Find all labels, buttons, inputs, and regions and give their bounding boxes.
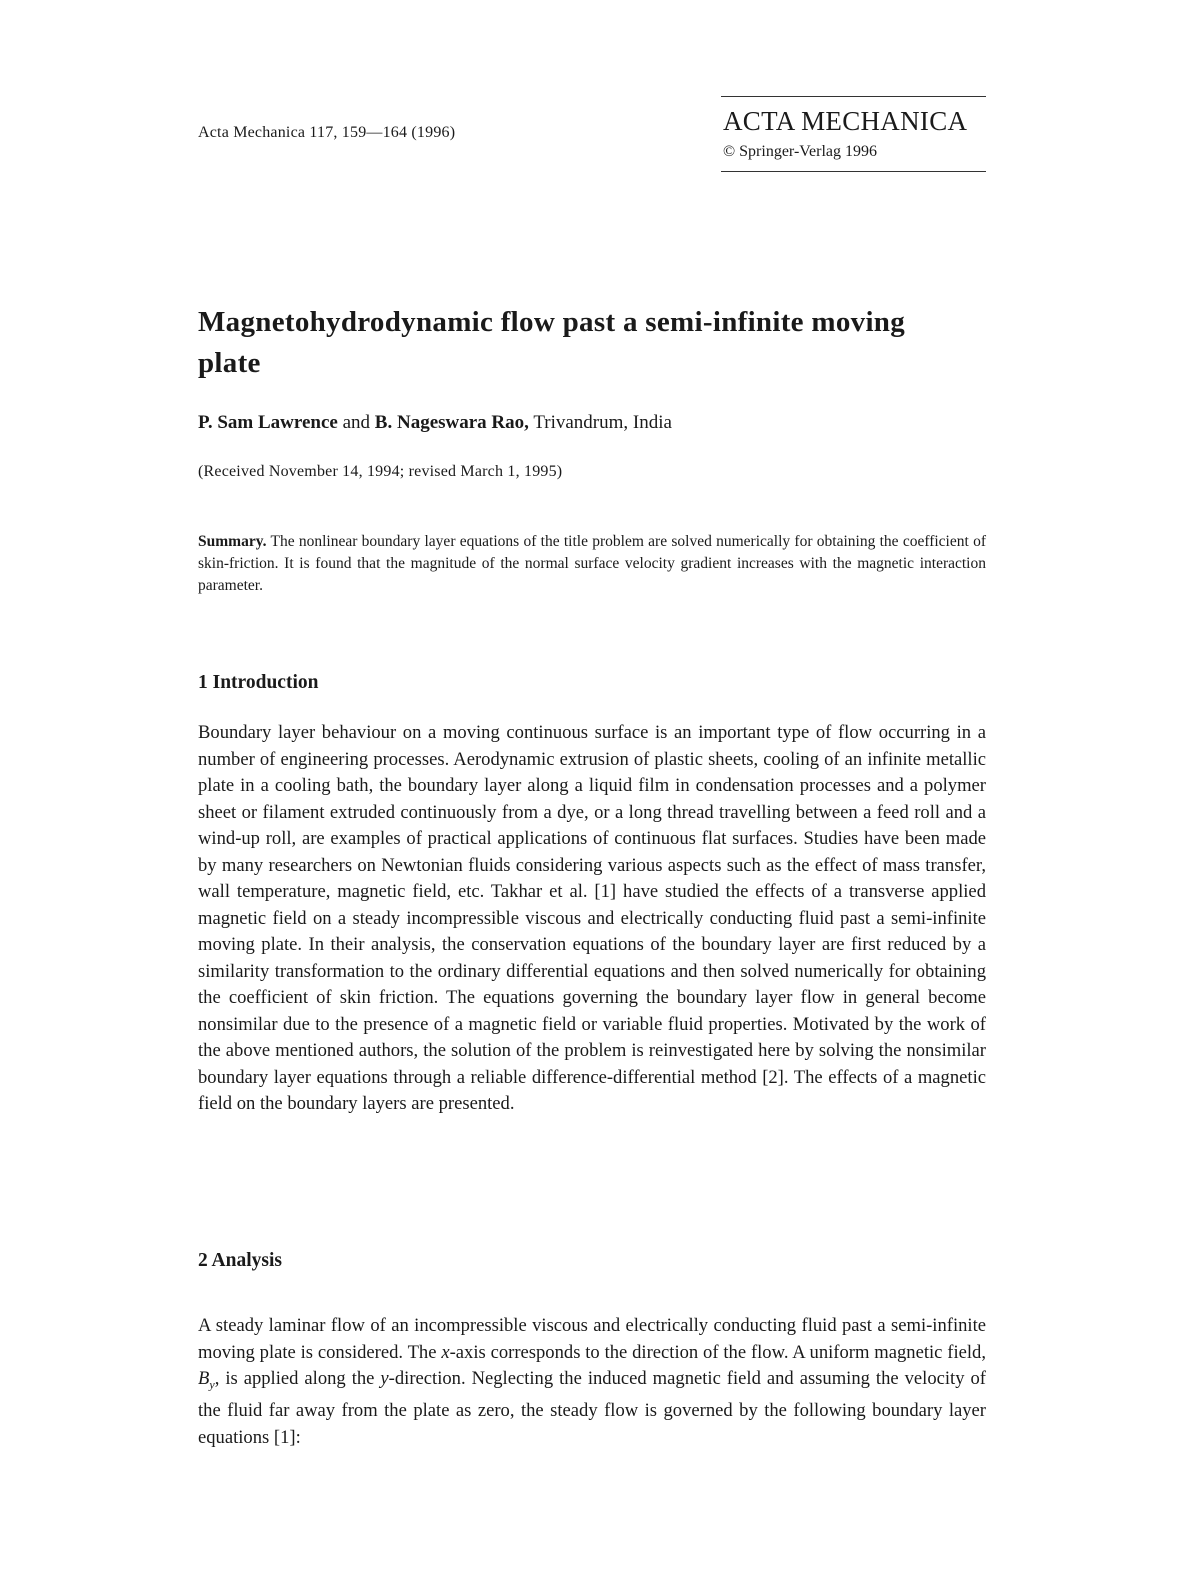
analysis-text-part-2: -axis corresponds to the direction of the flow. A uniform magnetic field, bbox=[449, 1341, 986, 1363]
received-dates: (Received November 14, 1994; revised March 1, 1995) bbox=[198, 463, 563, 480]
analysis-text-part-3: , is applied along the bbox=[214, 1368, 381, 1389]
introduction-heading: 1 Introduction bbox=[198, 672, 319, 693]
x-variable: x bbox=[441, 1341, 450, 1363]
journal-citation: Acta Mechanica 117, 159—164 (1996) bbox=[198, 124, 456, 141]
author-2: B. Nageswara Rao, bbox=[374, 412, 529, 433]
author-line bbox=[198, 412, 672, 434]
author-join: and bbox=[342, 412, 371, 433]
introduction-text: Boundary layer behaviour on a moving continuous surface is an important type of flow occurring in a number of engineering processes. Aerodynamic extrusion of plastic sheets, cooling of an infinite metallic plate in a cooling bath, the boundary layer along a liquid film in condensation processes and a polymer sheet or filament extruded continuously from a dye, or a long thread travelling between a feed roll and a wind-up roll, are examples of practical applications of continuous flat surfaces. Studies have been made by many researchers on Newtonian fluids considering various aspects such as the effect of mass transfer, wall temperature, magnetic field, etc. Takhar et al. [1] have studied the effects of a transverse applied magnetic field on a steady incompressible viscous and electrically conducting fluid past a semi-infinite moving plate. In their analysis, the conservation equations of the boundary layer are first reduced by a similarity transformation to the ordinary differential equations and then solved numerically for obtaining the coefficient of skin friction. The equations governing the boundary layer flow in general become nonsimilar due to the presence of a magnetic field or variable fluid properties. Motivated by the work of the above mentioned authors, the solution of the problem is reinvestigated here by solving the nonsimilar boundary layer equations through a reliable difference-differential method [2]. The effects of a magnetic field on the boundary layers are presented. bbox=[198, 722, 986, 1114]
analysis-text-part-1: A steady laminar flow of an incompressible viscous and electrically conducting fluid past a semi-infinite moving plate is considered. The bbox=[198, 1315, 986, 1363]
analysis-text bbox=[198, 1313, 986, 1451]
summary-label: Summary. bbox=[198, 533, 267, 550]
b-subscript: y bbox=[209, 1377, 215, 1392]
analysis-heading: 2 Analysis bbox=[198, 1250, 282, 1271]
summary-paragraph bbox=[198, 531, 986, 597]
analysis-text-part-4: -direction. Neglecting the induced magnetic field and assuming the velocity of the fluid far away from the plate as zero, the steady flow is governed by the following boundary layer equations [1]: bbox=[198, 1368, 986, 1448]
paper-title: Magnetohydrodynamic flow past a semi-infinite moving plate bbox=[198, 306, 906, 379]
summary-text: The nonlinear boundary layer equations of the title problem are solved numerically for obtaining the coefficient of skin-friction. It is found that the magnitude of the normal surface velocity gradient increases with the magnetic interaction parameter. bbox=[198, 533, 986, 594]
y-variable: y bbox=[380, 1368, 389, 1389]
b-variable: B bbox=[198, 1368, 210, 1389]
journal-name: ACTA MECHANICA bbox=[723, 106, 968, 136]
author-1: P. Sam Lawrence bbox=[198, 412, 338, 433]
copyright-line: © Springer-Verlag 1996 bbox=[723, 143, 878, 160]
affiliation: Trivandrum, India bbox=[533, 412, 672, 433]
journal-masthead bbox=[721, 96, 986, 172]
